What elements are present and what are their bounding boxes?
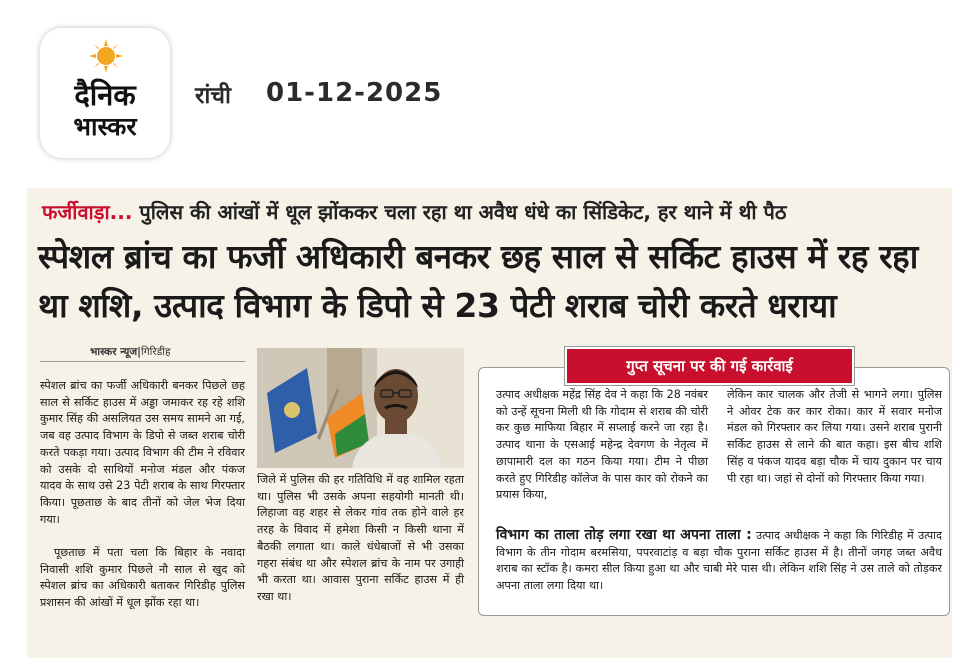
- sidebar-banner: गुप्त सूचना पर की गई कार्रवाई: [565, 347, 854, 385]
- logo-line2: भास्कर: [73, 112, 137, 141]
- headline: स्पेशल ब्रांच का फर्जी अधिकारी बनकर छह साल से सर्किट हाउस में रह रहा था शशि, उत्पाद विभाग के डिपो से 23 पेटी शराब चोरी करते धराया: [38, 237, 918, 325]
- byline-place: गिरिडीह: [141, 346, 171, 358]
- kicker-rest: पुलिस की आंखों में धूल झोंककर चला रहा था अवैध धंधे का सिंडिकेट, हर थाने में थी पैठ: [132, 200, 787, 224]
- sun-icon: [88, 38, 124, 74]
- photo: [257, 348, 464, 468]
- article-col2: जिले में पुलिस की हर गतिविधि में वह शामिल रहता था। पुलिस भी उसके अपना सहयोगी मानती थी। लिहाजा वह शहर से लेकर गांव तक होने वाले हर तरह के विवाद में हमेशा किसी न किसी थाना में बैठकी लगाता था। काले धंधेबाजों से भी उसका गहरा संबंध था और स्पेशल ब्रांच के नाम पर उगाही भी करता था। आवास पुराना सर्किट हाउस में ही रखा था।: [257, 473, 464, 603]
- sidebar-col2: लेकिन कार चालक और तेजी से भागने लगा। पुलिस ने ओवर टेक कर कार रोका। कार में सवार मनोज मंडल को गिरफ्तार कर लिया गया। उसने शराब पुरानी सर्किट हाउस से लाने की बात कहा। इस बीच शशि सिंह व पंकज यादव बड़ा चौक में चाय दुकान पर चाय पी रहा था। जहां से दोनों को गिरफ्तार किया गया।: [727, 388, 942, 485]
- byline-source: भास्कर न्यूज|: [90, 346, 142, 358]
- article-col1-para2: पूछताछ में पता चला कि बिहार के नवादा निवासी शशि कुमार पिछले नौ साल से खुद को स्पेशल ब्रांच का अधिकारी बताकर गिरिडीह पुलिस प्रशासन की आंखों में धूल झोंक रहा था।: [40, 546, 245, 610]
- kicker-red: फर्जीवाड़ा...: [42, 200, 133, 224]
- sidebar-col1: उत्पाद अधीक्षक महेंद्र सिंह देव ने कहा कि 28 नवंबर को उन्हें सूचना मिली थी कि गोदाम से शराब की चोरी कर कुछ माफिया बिहार में सप्लाई करने जा रहा है। उत्पाद थाना के एसआई महेन्द्र देवगण के नेतृत्व में छापामारी दल का गठन किया गया। टीम ने पीछा करते हुए गिरिडीह कॉलेज के पास कार को रोकने का प्रयास किया,: [496, 388, 708, 502]
- kicker: [42, 198, 787, 225]
- article-col1-para1: स्पेशल ब्रांच का फर्जी अधिकारी बनकर पिछले छह साल से सर्किट हाउस में अड्डा जमाकर रह रहे शशि कुमार सिंह की असलियत उस समय सामने आ गई, जब वह उत्पाद विभाग के डिपो से जब्त शराब चोरी करते पकड़ा गया। उत्पाद विभाग की टीम ने रविवार को उसके दो साथियों मनोज मंडल और पंकज यादव के साथ उसे 23 पेटी शराब के साथ गिरफ्तार किया। पूछताछ के बाद तीनों को जेल भेज दिया गया।: [40, 379, 245, 526]
- city-label: रांची: [195, 83, 231, 109]
- divider: [40, 361, 245, 362]
- logo-line1: दैनिक: [74, 78, 136, 112]
- byline: [90, 345, 171, 359]
- sidebar-para2: [496, 527, 942, 595]
- sidebar-para2-lead: विभाग का ताला तोड़ लगा रखा था अपना ताला :: [496, 527, 752, 543]
- date-label: 01-12-2025: [266, 78, 443, 108]
- sidebar-para2-body: उत्पाद अधीक्षक ने कहा कि गिरिडीह में उत्पाद विभाग के तीन गोदाम बरमसिया, पपरवाटांड़ व बड़ा चौक पुराना सर्किट हाउस में है। तीनों जगह जब्त अवैध शराब का स्टॉक है। कमरा सील किया हुआ था और चाबी मेरे पास थी। लेकिन शशि सिंह ने उस ताले को तोड़कर अपना ताला लगा दिया था।: [496, 529, 942, 593]
- logo-tile: [40, 28, 170, 158]
- photo-illustration: [257, 348, 464, 468]
